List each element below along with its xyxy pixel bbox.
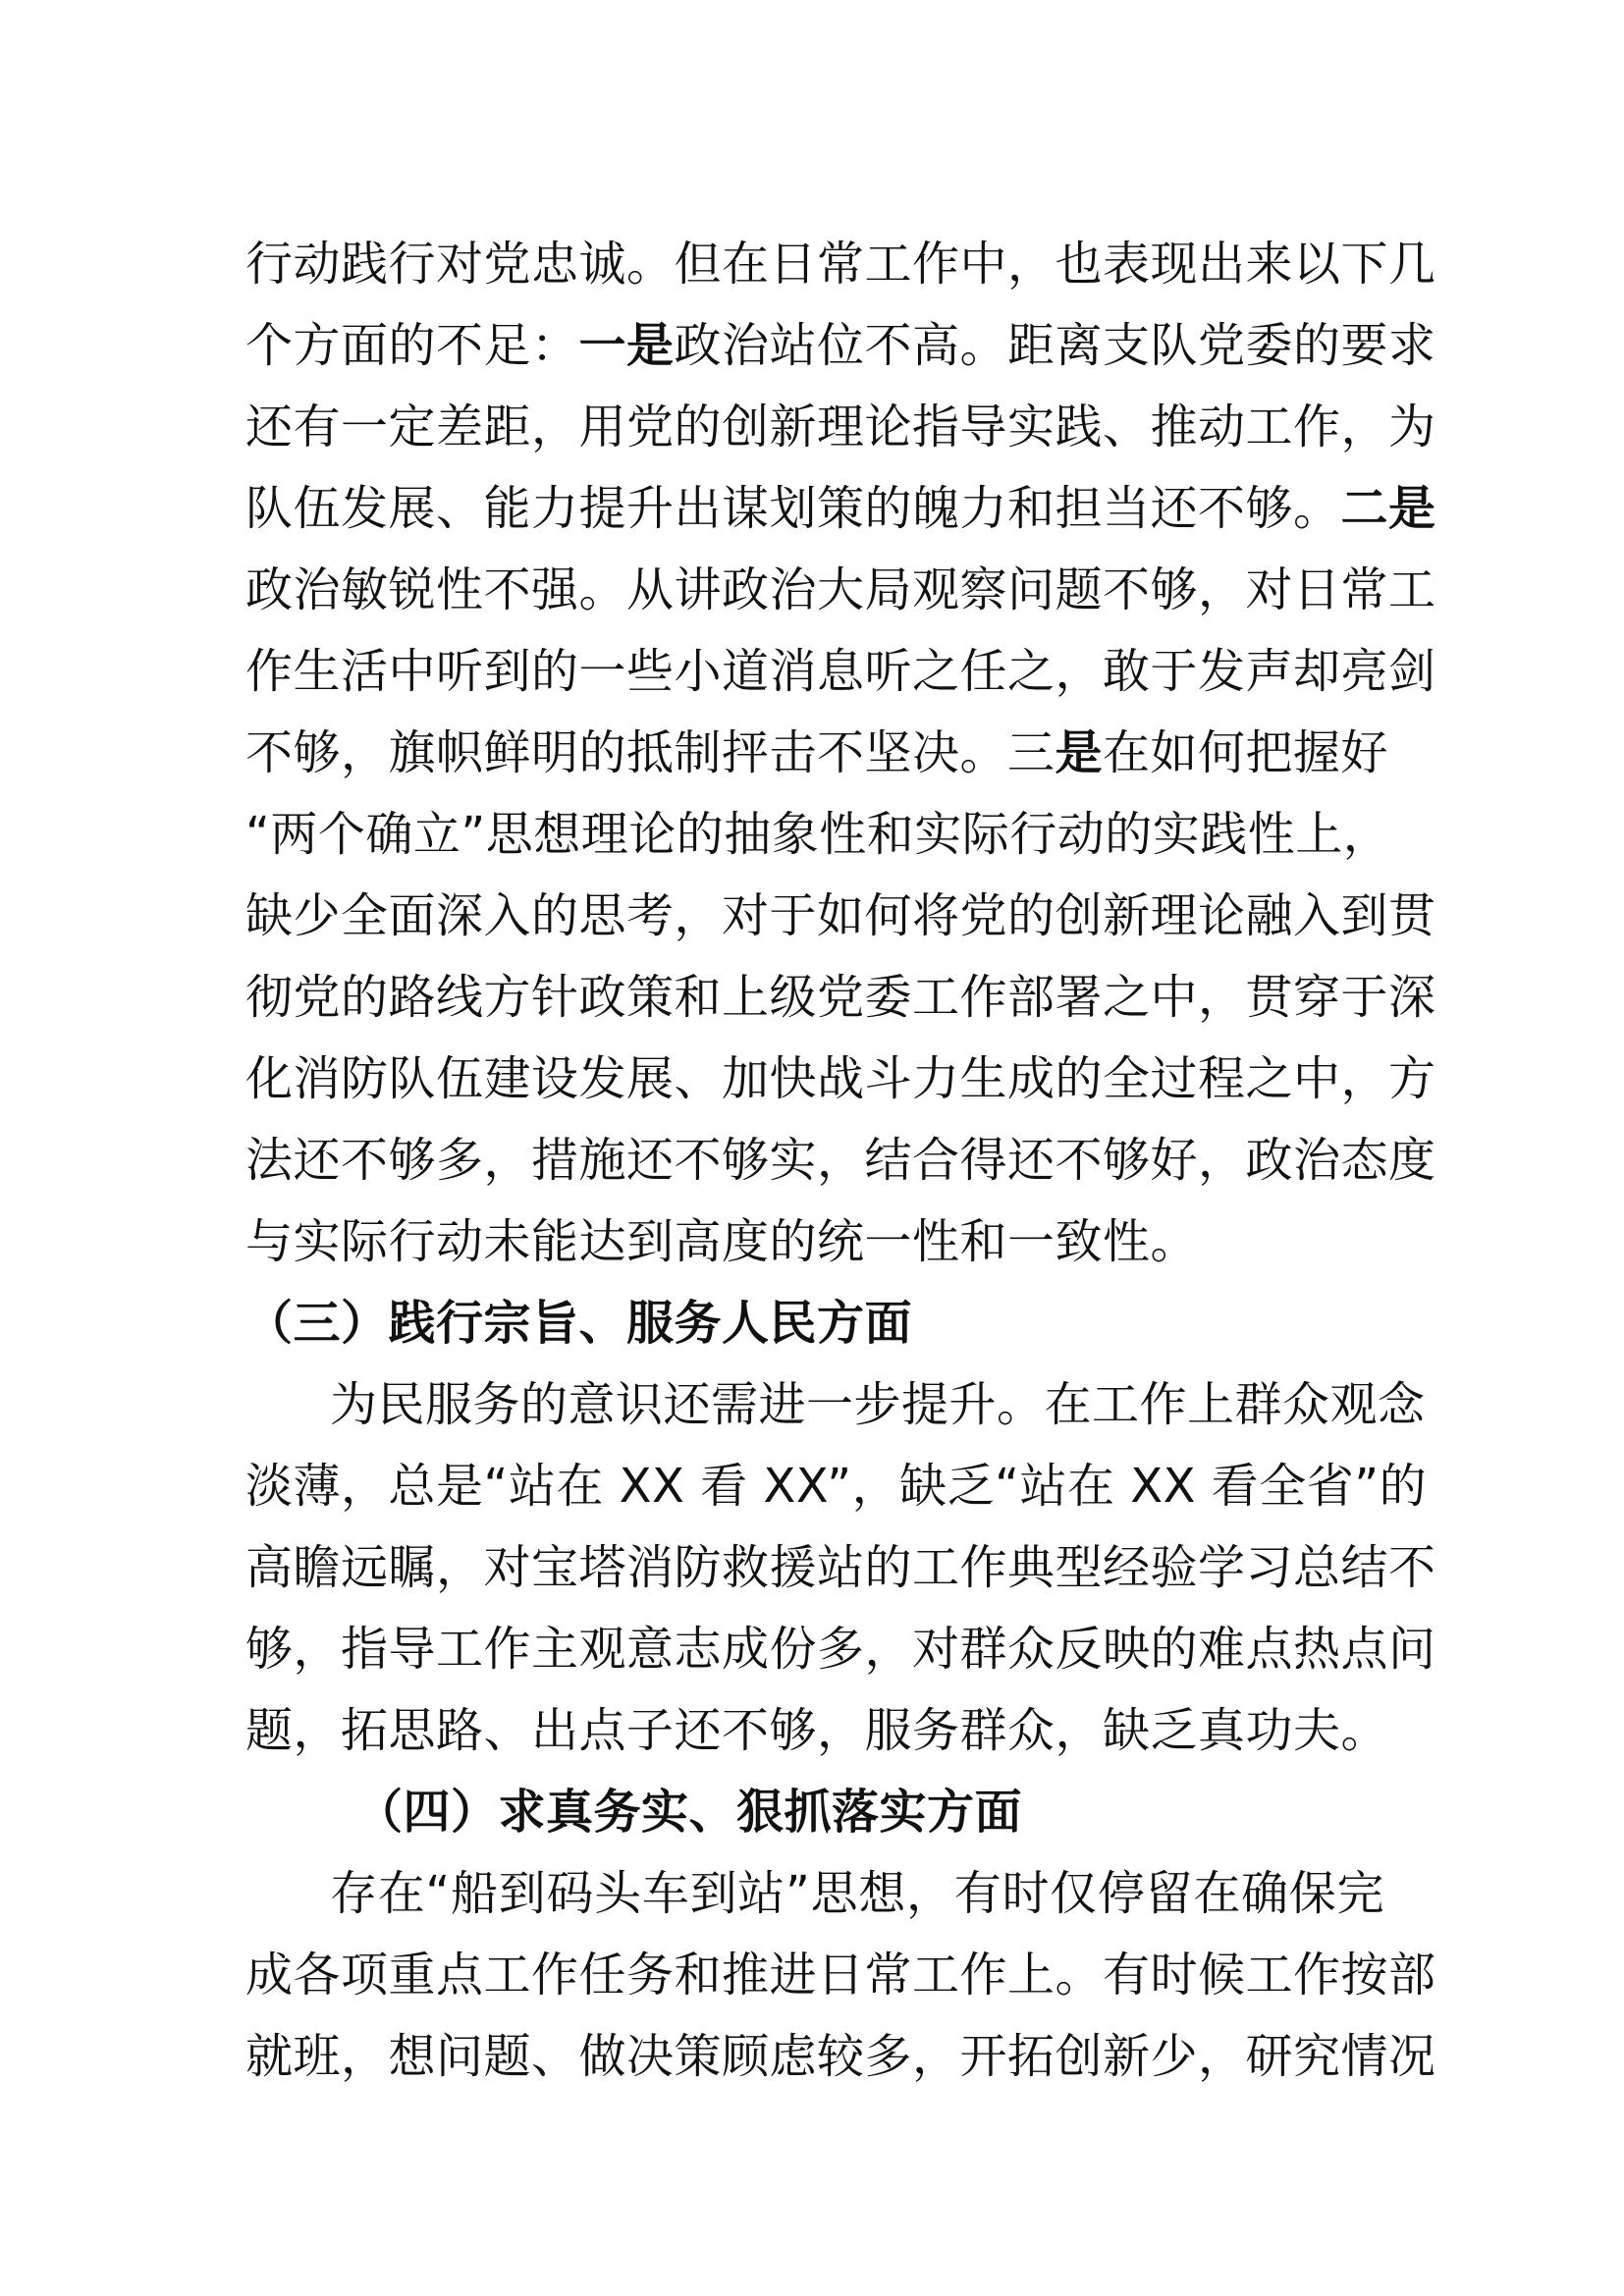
- para1-line-12: [245, 1120, 1436, 1201]
- para1-line-10: [245, 957, 1436, 1039]
- text-run: 个方面的不足：: [245, 318, 579, 373]
- para1-line-8: [245, 794, 1391, 876]
- section4-line-3: [245, 2016, 1436, 2098]
- text-run: 法还不够多，措施还不够实，结合得还不够好，政治态度: [245, 1133, 1436, 1188]
- section3-heading: （三）践行宗旨、服务人民方面: [245, 1296, 913, 1351]
- text-run: 化消防队伍建设发展、加快战斗力生成的全过程之中，方: [245, 1051, 1436, 1106]
- text-run: 就班，想问题、做决策顾虑较多，开拓创新少，研究情况: [245, 2029, 1436, 2084]
- text-run: 缺少全面深入的思考，对于如何将党的创新理论融入到贯: [245, 888, 1436, 943]
- text-run: 为民服务的意识还需进一步提升。在工作上群众观念: [330, 1377, 1426, 1432]
- section3-line-2: [245, 1446, 1428, 1527]
- para1-line-13: [245, 1201, 1384, 1283]
- section4-line-1: [245, 1853, 1384, 1935]
- para1-line-2: [245, 305, 1436, 387]
- text-run: 题，拓思路、出点子还不够，服务群众，缺乏真功夫。: [245, 1703, 1389, 1758]
- text-run: 存在“船到码头车到站”思想，有时仅停留在确保完: [330, 1866, 1384, 1921]
- text-run: 行动践行对党忠诚。但在日常工作中，也表现出来以下几: [245, 237, 1436, 292]
- text-run: 政治敏锐性不强。从讲政治大局观察问题不够，对日常工: [245, 562, 1436, 617]
- text-run: 高瞻远瞩，对宝塔消防救援站的工作典型经验学习总结不: [245, 1540, 1436, 1595]
- text-run: 成各项重点工作任务和推进日常工作上。有时候工作按部: [245, 1948, 1436, 2002]
- text-run: 作生活中听到的一些小道消息听之任之，敢于发声却亮剑: [245, 644, 1436, 699]
- emphasis-yishi: 一是: [578, 318, 675, 373]
- text-run: 在如何把握好: [1103, 725, 1389, 780]
- text-run: 淡薄，总是“站在 XX 看 XX”，缺乏“站在 XX 看全省”的: [245, 1459, 1428, 1514]
- emphasis-shi: 是: [1055, 725, 1104, 780]
- para1-line-7: [245, 713, 1389, 794]
- para1-line-11: [245, 1039, 1436, 1120]
- text-run: 还有一定差距，用党的创新理论指导实践、推动工作，为: [245, 400, 1436, 454]
- text-run: 队伍发展、能力提升出谋划策的魄力和担当还不够。: [245, 481, 1341, 536]
- section3-line-5: [245, 1690, 1389, 1772]
- para1-line-5: [245, 550, 1436, 631]
- document-body: [245, 224, 1436, 2098]
- section3-line-4: [245, 1609, 1436, 1690]
- section4-heading: （四）求真务实、狠抓落实方面: [355, 1785, 1023, 1840]
- text-run: 够，指导工作主观意志成份多，对群众反映的难点热点问: [245, 1622, 1436, 1677]
- para1-line-3: [245, 387, 1436, 468]
- section3-line-3: [245, 1527, 1436, 1609]
- para1-line-4: [245, 468, 1436, 550]
- para1-line-6: [245, 631, 1436, 713]
- emphasis-ershi: 二是: [1340, 481, 1436, 536]
- text-run: “两个确立”思想理论的抽象性和实际行动的实践性上，: [245, 807, 1391, 862]
- text-run: 与实际行动未能达到高度的统一性和一致性。: [245, 1214, 1199, 1269]
- section3-line-1: [245, 1364, 1426, 1446]
- para1-line-1: [245, 224, 1436, 305]
- text-run: 政治站位不高。距离支队党委的要求: [674, 318, 1436, 373]
- text-run: 不够，旗帜鲜明的抵制抨击不坚决。三: [245, 725, 1056, 780]
- text-run: 彻党的路线方针政策和上级党委工作部署之中，贯穿于深: [245, 970, 1436, 1025]
- section4-line-2: [245, 1935, 1436, 2016]
- para1-line-9: [245, 876, 1436, 957]
